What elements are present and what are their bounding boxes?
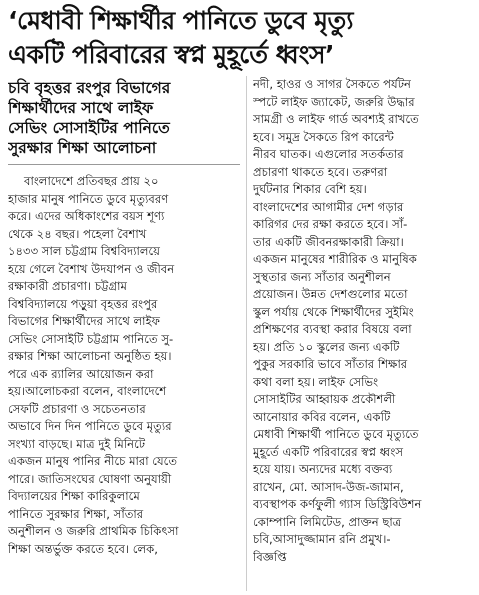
- headline: [8, 4, 471, 72]
- body-line: আনোয়ার কবির বলেন, একটি: [253, 409, 391, 424]
- body-line: সোসাইটির আহ্বায়ক প্রকৌশলী: [253, 392, 396, 406]
- body-line: পারে। জাতিসংঘের ঘোষণা অনুযায়ী: [8, 471, 172, 486]
- body-line: চবি,আসাদুজ্জামান রনি প্রমুখ।-: [253, 532, 391, 546]
- body-line: রাখেন, মো. আসাদ-উজ-জামান,: [253, 479, 404, 494]
- body-line: হয়। প্রতি ১০ স্কুলের জন্য একটি: [253, 339, 400, 354]
- body-line: হয়ে যায়। অন্যদের মধ্যে বক্তব্য: [253, 462, 393, 476]
- article-columns: [8, 76, 471, 591]
- body-line: সেফটি প্রচারণা ও সচেতনতার: [8, 401, 146, 416]
- body-line: ১৪৩৩ সাল চট্টগ্রাম বিশ্ববিদ্যালয়ে: [8, 244, 160, 258]
- subhead-line-2: শিক্ষার্থীদের সাথে লাইফ: [8, 99, 154, 117]
- body-line: বিজ্ঞপ্তি: [253, 549, 287, 564]
- body-line: হাজার মানুষ পানিতে ডুবে মৃত্যুবরণ: [8, 191, 169, 206]
- body-line: বাংলাদেশের আগামীর দেশ গড়ার: [253, 199, 404, 214]
- subhead-line-4: সুরক্ষার শিক্ষা আলোচনা: [8, 139, 157, 157]
- body-line: দুর্ঘটনার শিকার বেশি হয়।: [253, 182, 367, 196]
- headline-line-2: একটি পরিবারের স্বপ্ন মুহূর্তে ধ্বংস’: [8, 40, 334, 69]
- body-line: অভাবে দিন দিন পানিতে ডুবে মৃত্যুর: [8, 419, 172, 433]
- body-line: প্রচারণা থাকতে হবে। তরুণরা: [253, 164, 388, 179]
- body-line: সামগ্রী ও লাইফ গার্ড অবশ্যই রাখতে: [253, 112, 419, 126]
- left-body-text: [8, 173, 240, 558]
- body-line: পুকুর সরকারি ভাবে সাঁতার শিক্ষার: [253, 357, 408, 371]
- body-line: প্রয়োজন। উন্নত দেশগুলোর মতো: [253, 287, 408, 301]
- body-line: অনুশীলন ও জরুরি প্রাথমিক চিকিৎসা: [8, 524, 179, 538]
- subheadline: [8, 78, 240, 165]
- subhead-line-3: সেভিং সোসাইটির পানিতে: [8, 119, 170, 137]
- subhead-line-1: চবি বৃহত্তর রংপুর বিভাগের: [8, 79, 171, 97]
- body-line: তার একটি জীবনরক্ষাকারী ক্রিয়া।: [253, 234, 404, 249]
- body-line: কোম্পানি লিমিটেড, প্রাক্তন ছাত্র: [253, 514, 402, 529]
- body-line: বিভাগের শিক্ষার্থীদের সাথে লাইফ: [8, 314, 161, 328]
- body-line: রক্ষার শিক্ষা আলোচনা অনুষ্ঠিত হয়।: [8, 349, 172, 363]
- body-line: কারিগর দের রক্ষা করতে হবে। সাঁ-: [253, 217, 408, 231]
- body-line: স্কুল পর্যায় থেকে শিক্ষার্থীদের সুইমিং: [253, 304, 414, 319]
- body-line: সংখ্যা বাড়ছে। মাত্র দুই মিনিটে: [8, 436, 146, 451]
- body-line: হয়ে গেলে বৈশাখ উদযাপন ও জীবন: [8, 261, 175, 276]
- body-line: স্পটে লাইফ জ্যাকেট, জরুরি উদ্ধার: [253, 94, 415, 109]
- body-line: বিদ্যালয়ের শিক্ষা কারিকুলামে: [8, 489, 140, 503]
- body-line: কথা বলা হয়। লাইফ সেভিং: [253, 374, 379, 389]
- body-line: ব্যবস্থাপক কর্ণফুলী গ্যাস ডিস্ট্রিবিউশন: [253, 497, 422, 511]
- body-line: সেভিং সোসাইটি চট্টগ্রাম পানিতে সু-: [8, 331, 174, 346]
- body-line: শিক্ষা অন্তর্ভুক্ত করতে হবে। লেক,: [8, 541, 158, 556]
- headline-line-1: ‘মেধাবী শিক্ষার্থীর পানিতে ডুবে মৃত্যু: [8, 6, 354, 35]
- body-line: মেধাবী শিক্ষার্থী পানিতে ডুবে মৃত্যুতে: [253, 427, 419, 441]
- body-line: প্রশিক্ষণের ব্যবস্থা করার বিষয়ে বলা: [253, 322, 412, 336]
- body-line: থেকে ২৪ বছর। পহেলা বৈশাখ: [8, 226, 147, 241]
- body-line: মুহূর্তে একটি পরিবারের স্বপ্ন ধ্বংস: [253, 444, 403, 459]
- right-body-text: [253, 76, 471, 566]
- body-line: বাংলাদেশে প্রতিবছর প্রায় ২০: [24, 174, 159, 188]
- right-column: [246, 76, 471, 591]
- body-line: হয়।আলোচকরা বলেন, বাংলাদেশে: [8, 384, 167, 398]
- body-line: একজন মানুষ পানির নীচে মারা যেতে: [8, 454, 178, 468]
- body-line: একজন মানুষের শারীরিক ও মানুষিক: [253, 252, 417, 266]
- body-line: রক্ষাকারী প্রচারণা। চট্টগ্রাম: [8, 279, 127, 293]
- body-line: সুস্থতার জন্য সাঁতার অনুশীলন: [253, 269, 391, 284]
- body-line: করে। এদের অধিকাংশের বয়স শূণ্য: [8, 209, 165, 223]
- body-line: হবে। সমুদ্র সৈকতে রিপ কারেন্ট: [253, 129, 394, 144]
- body-line: নীরব ঘাতক। এগুলোর সতর্কতার: [253, 147, 404, 161]
- left-column: [8, 76, 246, 591]
- body-line: পানিতে সুরক্ষার শিক্ষা, সাঁতার: [8, 506, 144, 521]
- body-line: পরে এক র‍্যালির আয়োজন করা: [8, 366, 154, 381]
- body-line: নদী, হাওর ও সাগর সৈকতে পর্যটন: [253, 77, 411, 91]
- body-line: বিশ্ববিদ্যালয়ে পড়ুয়া বৃহত্তর রংপুর: [8, 296, 158, 311]
